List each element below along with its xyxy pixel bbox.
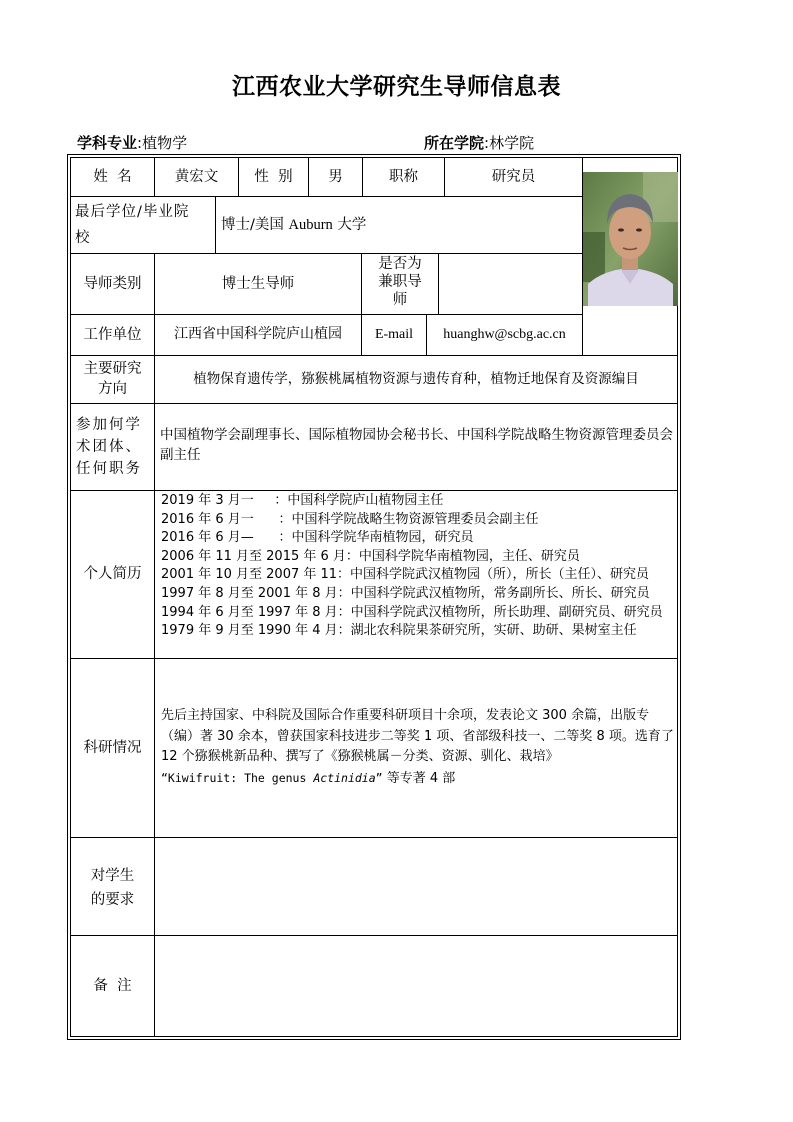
research-text-main: 先后主持国家、中科院及国际合作重要科研项目十余项，发表论文 300 余篇，出版专（编）著 30 余本，曾获国家科技进步二等奖 1 项、省部级科技一、二等奖 8 项。选育了 12 个猕猴桃新品种、撰写了《猕猴桃属－分类、资源、驯化、栽培》 xyxy=(161,708,674,764)
gender-value: 男 xyxy=(328,168,343,185)
parttime-label-line2: 兼职导 xyxy=(378,274,422,290)
work-unit-value: 江西省中国科学院庐山植园 xyxy=(174,326,342,343)
portrait-photo-icon xyxy=(583,172,678,306)
resume-item: 2001 年 10 月至 2007 年 11：中国科学院武汉植物园（所），所长（主任）、研究员 xyxy=(161,567,650,583)
parttime-value[interactable] xyxy=(439,254,582,314)
col-divider xyxy=(215,196,216,253)
resume-item: 2016 年 6 月— ：中国科学院华南植物园，研究员 xyxy=(161,530,474,546)
resume-list xyxy=(161,492,676,641)
research-value xyxy=(161,706,677,789)
row-divider xyxy=(70,490,678,491)
research-text-quote-close: ” xyxy=(375,770,383,785)
resume-item: 2016 年 6 月一 ：中国科学院战略生物资源管理委员会副主任 xyxy=(161,511,539,527)
supervisor-type-value: 博士生导师 xyxy=(221,275,295,292)
discipline-line xyxy=(77,132,187,153)
remarks-label: 备 注 xyxy=(93,978,132,995)
discipline-value: 植物学 xyxy=(142,134,188,152)
student-requirements-label xyxy=(71,838,154,935)
research-text-tail: 等专著 4 部 xyxy=(382,770,456,786)
work-unit-label: 工作单位 xyxy=(83,326,142,343)
student-requirements-label-line2: 的要求 xyxy=(90,892,135,908)
degree-label-line2: 校 xyxy=(75,230,91,246)
degree-value xyxy=(221,197,581,253)
degree-value-en: Auburn xyxy=(288,216,333,233)
parttime-label-line1: 是否为 xyxy=(378,256,422,272)
student-requirements-label-line1: 对学生 xyxy=(90,868,135,884)
societies-label-line1: 参加何学 xyxy=(76,417,142,433)
email-label: E-mail xyxy=(374,327,414,343)
college-value: 林学院 xyxy=(489,134,535,152)
page-title: 江西农业大学研究生导师信息表 xyxy=(232,73,561,100)
degree-label-line1: 最后学位/毕业院 xyxy=(75,204,190,220)
parttime-label xyxy=(362,254,438,314)
remarks-value[interactable] xyxy=(155,936,677,1037)
research-direction-label xyxy=(71,356,154,403)
research-direction-label-line1: 主要研究 xyxy=(83,361,142,377)
name-value: 黄宏文 xyxy=(174,168,219,185)
parttime-label-line3: 师 xyxy=(392,292,408,308)
student-requirements-value[interactable] xyxy=(155,838,677,935)
title-label: 职称 xyxy=(389,168,418,185)
degree-value-cn2: 大学 xyxy=(337,216,367,233)
colon: : xyxy=(137,134,143,152)
research-label: 科研情况 xyxy=(83,739,142,756)
college-line xyxy=(424,132,534,153)
resume-label: 个人简历 xyxy=(83,566,142,583)
research-text-quote-open: “Kiwifruit: The genus xyxy=(161,770,314,785)
research-direction-value: 植物保育遗传学，猕猴桃属植物资源与遗传育种，植物迁地保育及资源编目 xyxy=(193,371,639,388)
college-label: 所在学院 xyxy=(424,134,485,152)
name-label: 姓 名 xyxy=(93,168,132,185)
societies-label xyxy=(76,404,154,490)
societies-value: 中国植物学会副理事长、国际植物园协会秘书长、中国科学院战略生物资源管理委员会副主任 xyxy=(160,427,673,463)
discipline-label: 学科专业 xyxy=(77,134,138,152)
societies-label-line3: 任何职务 xyxy=(76,461,142,477)
degree-label xyxy=(75,199,215,253)
degree-value-cn1: 博士/美国 xyxy=(221,216,284,233)
resume-item: 1994 年 6 月至 1997 年 8 月：中国科学院武汉植物所，所长助理、副研究员、研究员 xyxy=(161,604,663,620)
resume-item: 1997 年 8 月至 2001 年 8 月：中国科学院武汉植物所，常务副所长、所长、研究员 xyxy=(161,585,650,601)
research-text-italic: Actinidia xyxy=(313,770,376,785)
gender-label: 性 别 xyxy=(254,168,293,185)
portrait-photo xyxy=(583,172,678,306)
colon: : xyxy=(484,134,490,152)
email-value[interactable]: huanghw@scbg.ac.cn xyxy=(443,327,566,343)
title-value: 研究员 xyxy=(491,168,536,185)
supervisor-type-label: 导师类别 xyxy=(83,275,142,292)
societies-label-line2: 术团体、 xyxy=(76,439,142,455)
resume-item: 2019 年 3 月一 ：中国科学院庐山植物园主任 xyxy=(161,493,444,508)
research-direction-label-line2: 方向 xyxy=(98,381,127,397)
resume-item: 2006 年 11 月至 2015 年 6 月：中国科学院华南植物园，主任、研究员 xyxy=(161,548,580,564)
resume-item: 1979 年 9 月至 1990 年 4 月：湖北农科院果茶研究所，实研、助研、果树室主任 xyxy=(161,623,637,639)
row-divider xyxy=(70,658,678,659)
